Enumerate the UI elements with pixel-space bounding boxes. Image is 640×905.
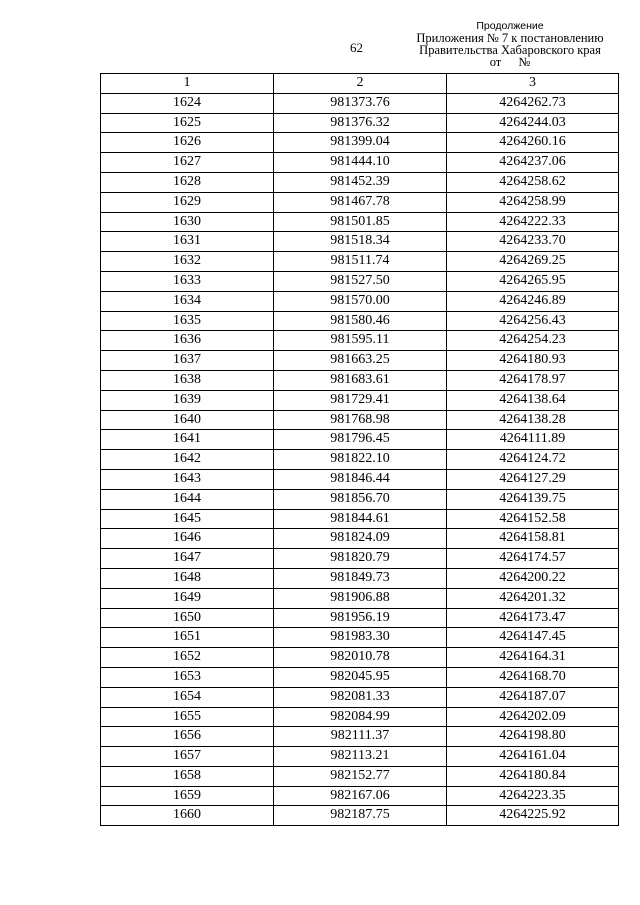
point-number-cell: 1649 — [101, 588, 274, 608]
x-coordinate-cell: 981822.10 — [274, 450, 447, 470]
x-coordinate-cell: 981399.04 — [274, 133, 447, 153]
y-coordinate-cell: 4264168.70 — [447, 667, 619, 687]
table-row — [101, 549, 619, 569]
x-coordinate-cell: 981956.19 — [274, 608, 447, 628]
y-coordinate-cell: 4264256.43 — [447, 311, 619, 331]
x-coordinate-cell: 981683.61 — [274, 370, 447, 390]
y-coordinate-cell: 4264258.99 — [447, 192, 619, 212]
table-row — [101, 568, 619, 588]
x-coordinate-cell: 981906.88 — [274, 588, 447, 608]
y-coordinate-cell: 4264254.23 — [447, 331, 619, 351]
column-header: 1 — [101, 74, 274, 94]
coordinates-table — [100, 73, 619, 826]
x-coordinate-cell: 981444.10 — [274, 153, 447, 173]
table-row — [101, 133, 619, 153]
point-number-cell: 1641 — [101, 430, 274, 450]
point-number-cell: 1655 — [101, 707, 274, 727]
x-coordinate-cell: 981849.73 — [274, 568, 447, 588]
table-row — [101, 687, 619, 707]
x-coordinate-cell: 981376.32 — [274, 113, 447, 133]
point-number-cell: 1660 — [101, 806, 274, 826]
y-coordinate-cell: 4264127.29 — [447, 469, 619, 489]
y-coordinate-cell: 4264161.04 — [447, 747, 619, 767]
page-number: 62 — [350, 40, 363, 55]
table-row — [101, 390, 619, 410]
x-coordinate-cell: 981768.98 — [274, 410, 447, 430]
x-coordinate-cell: 981663.25 — [274, 351, 447, 371]
x-coordinate-cell: 981595.11 — [274, 331, 447, 351]
y-coordinate-cell: 4264178.97 — [447, 370, 619, 390]
point-number-cell: 1658 — [101, 766, 274, 786]
x-coordinate-cell: 982045.95 — [274, 667, 447, 687]
table-row — [101, 707, 619, 727]
continuation-label: Продолжение — [476, 20, 544, 32]
table-row — [101, 331, 619, 351]
point-number-cell: 1652 — [101, 648, 274, 668]
x-coordinate-cell: 981846.44 — [274, 469, 447, 489]
x-coordinate-cell: 981729.41 — [274, 390, 447, 410]
table-row — [101, 628, 619, 648]
x-coordinate-cell: 981570.00 — [274, 291, 447, 311]
table-row — [101, 766, 619, 786]
y-coordinate-cell: 4264124.72 — [447, 450, 619, 470]
appendix-title-line1: Приложения № 7 к постановлению — [416, 31, 604, 45]
table-row — [101, 311, 619, 331]
table-row — [101, 727, 619, 747]
point-number-cell: 1637 — [101, 351, 274, 371]
table-row — [101, 667, 619, 687]
table-row — [101, 172, 619, 192]
y-coordinate-cell: 4264260.16 — [447, 133, 619, 153]
table-row — [101, 608, 619, 628]
y-coordinate-cell: 4264246.89 — [447, 291, 619, 311]
point-number-cell: 1646 — [101, 529, 274, 549]
y-coordinate-cell: 4264233.70 — [447, 232, 619, 252]
table-row — [101, 212, 619, 232]
y-coordinate-cell: 4264265.95 — [447, 271, 619, 291]
table-row — [101, 113, 619, 133]
point-number-cell: 1639 — [101, 390, 274, 410]
y-coordinate-cell: 4264202.09 — [447, 707, 619, 727]
y-coordinate-cell: 4264201.32 — [447, 588, 619, 608]
table-row — [101, 806, 619, 826]
y-coordinate-cell: 4264139.75 — [447, 489, 619, 509]
y-coordinate-cell: 4264173.47 — [447, 608, 619, 628]
point-number-cell: 1644 — [101, 489, 274, 509]
x-coordinate-cell: 981518.34 — [274, 232, 447, 252]
table-row — [101, 509, 619, 529]
x-coordinate-cell: 981373.76 — [274, 93, 447, 113]
column-header: 2 — [274, 74, 447, 94]
point-number-cell: 1635 — [101, 311, 274, 331]
appendix-title-line2: Правительства Хабаровского края — [419, 43, 601, 57]
x-coordinate-cell: 981820.79 — [274, 549, 447, 569]
x-coordinate-cell: 981796.45 — [274, 430, 447, 450]
point-number-cell: 1647 — [101, 549, 274, 569]
point-number-cell: 1653 — [101, 667, 274, 687]
y-coordinate-cell: 4264223.35 — [447, 786, 619, 806]
number-label: № — [518, 55, 531, 69]
y-coordinate-cell: 4264180.84 — [447, 766, 619, 786]
table-row — [101, 588, 619, 608]
point-number-cell: 1634 — [101, 291, 274, 311]
y-coordinate-cell: 4264258.62 — [447, 172, 619, 192]
x-coordinate-cell: 982167.06 — [274, 786, 447, 806]
table-row — [101, 192, 619, 212]
y-coordinate-cell: 4264174.57 — [447, 549, 619, 569]
point-number-cell: 1643 — [101, 469, 274, 489]
y-coordinate-cell: 4264138.64 — [447, 390, 619, 410]
point-number-cell: 1650 — [101, 608, 274, 628]
x-coordinate-cell: 981580.46 — [274, 311, 447, 331]
date-number-line — [400, 56, 620, 68]
table-row — [101, 469, 619, 489]
table-row — [101, 351, 619, 371]
coordinates-table-body — [101, 74, 619, 826]
y-coordinate-cell: 4264222.33 — [447, 212, 619, 232]
x-coordinate-cell: 981844.61 — [274, 509, 447, 529]
table-row — [101, 786, 619, 806]
point-number-cell: 1654 — [101, 687, 274, 707]
table-row — [101, 370, 619, 390]
point-number-cell: 1633 — [101, 271, 274, 291]
point-number-cell: 1626 — [101, 133, 274, 153]
table-row — [101, 232, 619, 252]
x-coordinate-cell: 981501.85 — [274, 212, 447, 232]
appendix-header — [400, 20, 620, 68]
y-coordinate-cell: 4264158.81 — [447, 529, 619, 549]
table-header-row — [101, 74, 619, 94]
y-coordinate-cell: 4264152.58 — [447, 509, 619, 529]
x-coordinate-cell: 981527.50 — [274, 271, 447, 291]
table-row — [101, 271, 619, 291]
point-number-cell: 1628 — [101, 172, 274, 192]
x-coordinate-cell: 981824.09 — [274, 529, 447, 549]
x-coordinate-cell: 982187.75 — [274, 806, 447, 826]
table-row — [101, 648, 619, 668]
point-number-cell: 1645 — [101, 509, 274, 529]
point-number-cell: 1631 — [101, 232, 274, 252]
x-coordinate-cell: 981983.30 — [274, 628, 447, 648]
point-number-cell: 1630 — [101, 212, 274, 232]
y-coordinate-cell: 4264198.80 — [447, 727, 619, 747]
y-coordinate-cell: 4264164.31 — [447, 648, 619, 668]
table-row — [101, 450, 619, 470]
y-coordinate-cell: 4264147.45 — [447, 628, 619, 648]
point-number-cell: 1632 — [101, 252, 274, 272]
y-coordinate-cell: 4264187.07 — [447, 687, 619, 707]
x-coordinate-cell: 981856.70 — [274, 489, 447, 509]
point-number-cell: 1657 — [101, 747, 274, 767]
y-coordinate-cell: 4264244.03 — [447, 113, 619, 133]
point-number-cell: 1656 — [101, 727, 274, 747]
point-number-cell: 1648 — [101, 568, 274, 588]
table-row — [101, 153, 619, 173]
point-number-cell: 1624 — [101, 93, 274, 113]
point-number-cell: 1627 — [101, 153, 274, 173]
x-coordinate-cell: 981467.78 — [274, 192, 447, 212]
x-coordinate-cell: 982111.37 — [274, 727, 447, 747]
y-coordinate-cell: 4264237.06 — [447, 153, 619, 173]
table-row — [101, 410, 619, 430]
table-row — [101, 93, 619, 113]
y-coordinate-cell: 4264262.73 — [447, 93, 619, 113]
date-label: от — [489, 55, 502, 69]
y-coordinate-cell: 4264138.28 — [447, 410, 619, 430]
x-coordinate-cell: 982084.99 — [274, 707, 447, 727]
y-coordinate-cell: 4264225.92 — [447, 806, 619, 826]
table-row — [101, 489, 619, 509]
column-header: 3 — [447, 74, 619, 94]
table-row — [101, 529, 619, 549]
x-coordinate-cell: 982113.21 — [274, 747, 447, 767]
point-number-cell: 1651 — [101, 628, 274, 648]
y-coordinate-cell: 4264269.25 — [447, 252, 619, 272]
y-coordinate-cell: 4264200.22 — [447, 568, 619, 588]
point-number-cell: 1659 — [101, 786, 274, 806]
x-coordinate-cell: 981511.74 — [274, 252, 447, 272]
table-row — [101, 291, 619, 311]
x-coordinate-cell: 981452.39 — [274, 172, 447, 192]
point-number-cell: 1625 — [101, 113, 274, 133]
point-number-cell: 1638 — [101, 370, 274, 390]
point-number-cell: 1629 — [101, 192, 274, 212]
x-coordinate-cell: 982081.33 — [274, 687, 447, 707]
point-number-cell: 1636 — [101, 331, 274, 351]
y-coordinate-cell: 4264180.93 — [447, 351, 619, 371]
y-coordinate-cell: 4264111.89 — [447, 430, 619, 450]
table-row — [101, 747, 619, 767]
table-row — [101, 430, 619, 450]
point-number-cell: 1640 — [101, 410, 274, 430]
x-coordinate-cell: 982152.77 — [274, 766, 447, 786]
point-number-cell: 1642 — [101, 450, 274, 470]
table-row — [101, 252, 619, 272]
x-coordinate-cell: 982010.78 — [274, 648, 447, 668]
